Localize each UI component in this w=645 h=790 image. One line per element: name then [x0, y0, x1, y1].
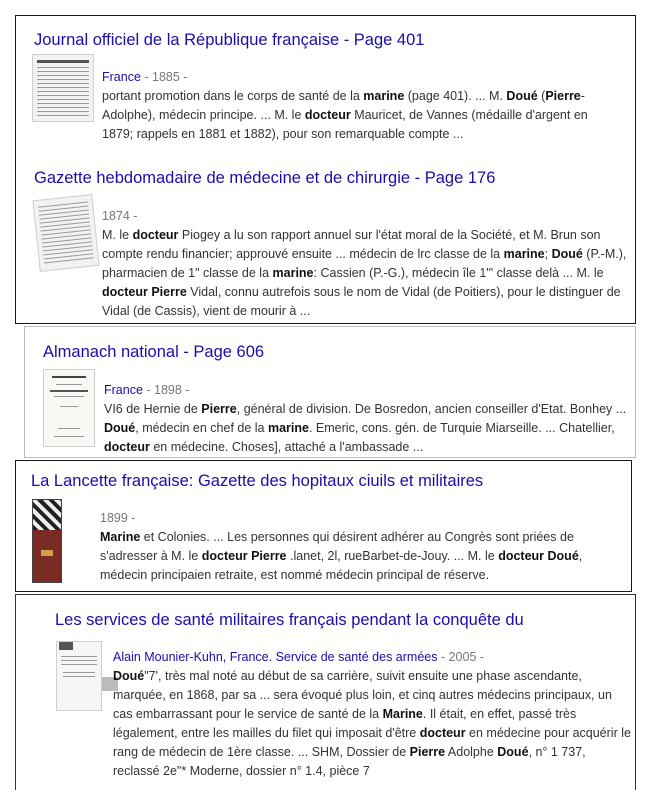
snippet-text: .lanet, 2l, rueBarbet-de-Jouy. ... M. le	[286, 549, 499, 563]
newspaper-page-icon[interactable]	[32, 54, 94, 122]
book-title-page-icon[interactable]	[43, 369, 95, 447]
snippet-keyword: Pierre	[251, 549, 287, 563]
snippet-keyword: Doué	[497, 745, 529, 759]
snippet-text: . Emeric, cons. gén. de Turquie Miarseille. ... Chatellier,	[308, 421, 615, 435]
snippet-keyword: marine	[267, 421, 309, 435]
result-year-3: 1898	[154, 383, 182, 397]
snippet-keyword: marine	[272, 266, 314, 280]
snippet-keyword: marine	[503, 247, 545, 261]
folded-newspaper-icon[interactable]	[32, 194, 99, 272]
snippet-keyword: Doué	[551, 247, 583, 261]
result-year-5: 2005	[448, 650, 477, 664]
result-card-2	[15, 165, 636, 324]
result-card-4	[15, 460, 632, 592]
snippet-keyword: docteur	[304, 108, 351, 122]
snippet-keyword: Doué	[506, 89, 538, 103]
snippet-text: Piogey a lu son rapport annuel sur l'état moral de la Société, et M. Brun son compte rendu financier; approuvé ensuite ... médecin de lrc classe de la	[102, 228, 601, 261]
snippet-keyword: Pierre	[201, 402, 237, 416]
result-snippet-3	[104, 400, 632, 457]
result-title-3[interactable]: Almanach national - Page 606	[43, 343, 265, 361]
snippet-text: , général de division. De Bosredon, ancien conseiller d'Etat. Bonhey ...	[236, 402, 627, 416]
snippet-keyword: marine	[363, 89, 405, 103]
snippet-keyword: docteur	[102, 285, 148, 299]
snippet-text: : Cassien (P.-G.), médecin île 1'" classe delà ... M. le	[313, 266, 604, 280]
result-source-3[interactable]: France	[104, 383, 143, 397]
snippet-text: en médecine. Choses], attaché a l'ambassade ...	[149, 440, 424, 454]
snippet-keyword: docteur	[104, 440, 150, 454]
result-year-1: 1885	[152, 70, 180, 84]
result-meta-2: 1874 -	[102, 209, 138, 223]
result-meta-5: Alain Mounier-Kuhn, France. Service de santé des armées - 2005 -	[113, 650, 485, 664]
result-snippet-4	[100, 528, 626, 585]
snippet-keyword: Marine	[100, 530, 141, 544]
result-source-1[interactable]: France	[102, 70, 141, 84]
result-title-4[interactable]: La Lancette française: Gazette des hopitaux ciuils et militaires	[31, 472, 484, 490]
result-title-2[interactable]: Gazette hebdomadaire de médecine et de chirurgie - Page 176	[34, 169, 496, 187]
result-card-3	[24, 326, 636, 458]
result-snippet-5	[113, 667, 631, 781]
result-meta-3: France - 1898 -	[104, 383, 190, 397]
result-card-5	[15, 594, 636, 790]
snippet-text: , médecin en chef de la	[135, 421, 268, 435]
snippet-text: , médecin principaien retraite, est nommé médecin principal de réserve.	[100, 549, 583, 582]
result-year-4: 1899	[100, 511, 128, 525]
snippet-text: (	[537, 89, 546, 103]
snippet-text: Vidal, connu autrefois sous le nom de Vidal (de Poitiers), pour le distinguer de Vidal (de Cassis), vient de mourir à ...	[102, 285, 621, 318]
snippet-keyword: Doué	[547, 549, 579, 563]
snippet-text: Adolphe	[445, 745, 498, 759]
snippet-text: (page 401). ... M.	[404, 89, 507, 103]
result-year-2: 1874	[102, 209, 130, 223]
result-title-5[interactable]: Les services de santé militaires français pendant la conquête du	[55, 611, 524, 629]
result-title-1[interactable]: Journal officiel de la République française - Page 401	[34, 31, 425, 49]
snippet-keyword: Marine	[382, 707, 423, 721]
snippet-keyword: Doué	[104, 421, 136, 435]
snippet-text: et Colonies. ... Les personnes qui désirent adhérer au Congrès sont priées de s'adresser à M. le	[100, 530, 574, 563]
result-snippet-1	[102, 87, 622, 144]
result-card-1	[15, 15, 636, 171]
snippet-text: en médecine pour acquérir le rang de médecin de 1ère classe. ... SHM, Dossier de	[113, 726, 631, 759]
snippet-text: Mauricet, de Vannes (médaille d'argent en 1879; rappels en 1881 et 1882), pour son remarquable compte ...	[102, 108, 588, 141]
book-spine-icon[interactable]	[32, 499, 62, 583]
snippet-text: VI6 de Hernie de	[104, 402, 202, 416]
snippet-text: (P.-M.), pharmacien de 1" classe de la	[102, 247, 627, 280]
snippet-text: M. le	[102, 228, 133, 242]
snippet-keyword: docteur	[419, 726, 466, 740]
snippet-text: ;	[544, 247, 552, 261]
snippet-keyword: Pierre	[409, 745, 446, 759]
snippet-keyword: Pierre	[545, 89, 581, 103]
book-cover-icon[interactable]	[56, 641, 102, 711]
snippet-keyword: docteur	[498, 549, 545, 563]
snippet-text: , n° 1 737, reclassé 2e"* Moderne, dossier n° 1.4, pièce 7	[113, 745, 586, 778]
snippet-text: portant promotion dans le corps de santé de la	[102, 89, 364, 103]
snippet-text: . Il était, en effet, passé très légalement, entre les mailles du filet qui imposait d'être	[113, 707, 577, 740]
result-snippet-2	[102, 226, 634, 321]
result-meta-1: France - 1885 -	[102, 70, 188, 84]
snippet-text: -Adolphe), médecin principe. ... M. le	[102, 89, 585, 122]
snippet-text: "7', très mal noté au début de sa carrière, suivit ensuite une phase ascendante, marquée, en 1868, par sa ... sera évoqué plus loin, et cinq autres médecins principaux, un cas embarrassant pour le service de santé de la	[113, 669, 612, 721]
result-source-5[interactable]: Alain Mounier-Kuhn, France. Service de santé des armées	[113, 650, 438, 664]
snippet-keyword: docteur	[132, 228, 179, 242]
snippet-keyword: docteur	[201, 549, 248, 563]
result-meta-4: 1899 -	[100, 511, 136, 525]
snippet-keyword: Pierre	[151, 285, 187, 299]
snippet-keyword: Doué	[113, 669, 145, 683]
